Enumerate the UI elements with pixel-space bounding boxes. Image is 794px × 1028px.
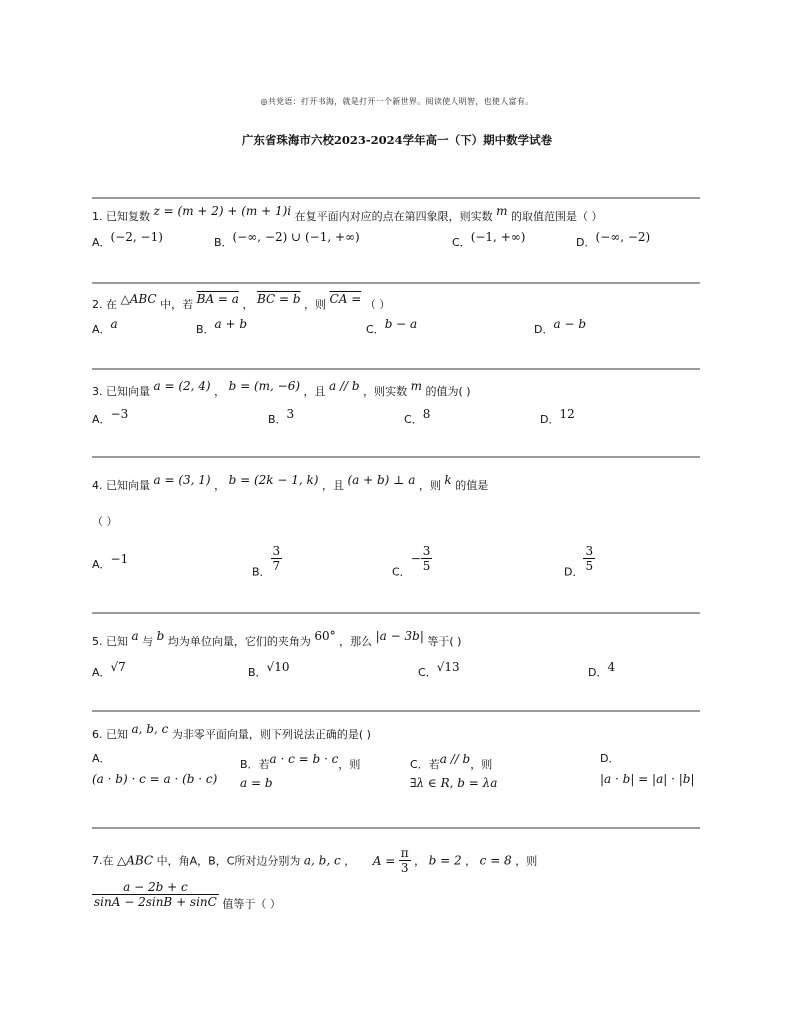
q1-option-c[interactable]: C．(−1, +∞) xyxy=(452,230,526,249)
question-6-stem: 6. 已知 a, b, c 为非零平面向量，则下列说法正确的是( ) xyxy=(92,722,371,741)
q6-option-c[interactable]: C．若a // b，则 ∃λ ∈ R, b = λa xyxy=(410,752,498,790)
q2-option-b[interactable]: B．a + b xyxy=(196,317,248,336)
q4-c-fraction: $\frac{3}{5}$ xyxy=(422,544,431,573)
q4-answer-paren: （ ） xyxy=(92,515,118,528)
q6-option-d[interactable]: D． |a · b| = |a| · |b| xyxy=(600,752,695,786)
q7-angle-fraction: $\frac{\pi}{3}$ xyxy=(400,846,409,875)
question-2-stem: 2. 在 △ABC 中，若 BA = a ， BC = b ，则 CA = （ ） xyxy=(92,292,391,311)
q5-option-a[interactable]: A．√7 xyxy=(92,660,126,679)
q5-option-d[interactable]: D．4 xyxy=(588,660,616,679)
divider xyxy=(92,282,700,284)
question-7-expression: $\frac{a - 2b + c}{\sin A - 2\sin B + \sin C}$ 值等于（ ） xyxy=(94,880,281,911)
q4-option-d[interactable]: D． $\frac{3}{5}$ xyxy=(564,544,594,579)
q2-option-d[interactable]: D．a − b xyxy=(534,317,587,336)
q2-vector-ba: BA = a xyxy=(196,292,239,306)
question-5-stem: 5. 已知 a 与 b 均为单位向量，它们的夹角为 60° ，那么 |a − 3b| 等于( ) xyxy=(92,629,462,648)
q4-option-c[interactable]: C．− $\frac{3}{5}$ xyxy=(392,544,431,579)
q1-option-d[interactable]: D．(−∞, −2) xyxy=(576,230,651,249)
q5-option-c[interactable]: C．√13 xyxy=(418,660,460,679)
divider xyxy=(92,827,700,829)
question-4-stem: 4. 已知向量 a = (3, 1) ， b = (2k − 1, k) ，且 (a + b) ⊥ a ，则 k 的值是 xyxy=(92,473,489,492)
header-motto: ◎共党语：打开书海，就是打开一个新世界。阅读使人明智，也使人富有。 xyxy=(260,97,534,106)
q5-option-b[interactable]: B．√10 xyxy=(248,660,290,679)
question-1-stem: 1. 已知复数 z = (m + 2) + (m + 1)i 在复平面内对应的点在第四象限，则实数 m 的取值范围是（ ） xyxy=(92,204,603,223)
q2-option-a[interactable]: A．a xyxy=(92,317,118,336)
q2-option-c[interactable]: C．b − a xyxy=(366,317,418,336)
q3-option-b[interactable]: B．3 xyxy=(268,407,295,426)
q6-option-a[interactable]: A． (a · b) · c = a · (b · c) xyxy=(92,752,218,786)
q3-option-d[interactable]: D．12 xyxy=(540,407,575,426)
q4-option-a[interactable]: A．−1 xyxy=(92,552,129,571)
question-3-stem: 3. 已知向量 a = (2, 4) ， b = (m, −6) ，且 a // b ，则实数 m 的值为( ) xyxy=(92,379,471,398)
q4-option-b[interactable]: B． $\frac{3}{7}$ xyxy=(252,544,281,579)
q6-option-b[interactable]: B．若a · c = b · c，则 a = b xyxy=(240,752,361,790)
q2-vector-bc: BC = b xyxy=(256,292,301,306)
divider xyxy=(92,197,700,199)
q7-ratio-fraction: $\frac{a - 2b + c}{\sin A - 2\sin B + \sin C}$ xyxy=(94,880,217,909)
exam-title: 广东省珠海市六校2023-2024学年高一（下）期中数学试卷 xyxy=(241,133,553,147)
divider xyxy=(92,710,700,712)
q1-option-b[interactable]: B．(−∞, −2) ∪ (−1, +∞) xyxy=(214,230,360,249)
q1-complex-expr: z = (m + 2) + (m + 1)i xyxy=(153,204,292,218)
divider xyxy=(92,456,700,458)
q5-magnitude-expr: |a − 3b| xyxy=(375,629,424,643)
divider xyxy=(92,612,700,614)
q1-option-a[interactable]: A．(−2, −1) xyxy=(92,230,163,249)
q4-d-fraction: $\frac{3}{5}$ xyxy=(585,544,594,573)
q4-b-fraction: $\frac{3}{7}$ xyxy=(272,544,281,573)
q2-vector-ca: CA = xyxy=(329,292,362,306)
divider xyxy=(92,368,700,370)
q3-option-c[interactable]: C．8 xyxy=(404,407,431,426)
q3-option-a[interactable]: A．−3 xyxy=(92,407,129,426)
question-7-stem: 7.在 △ABC 中，角A，B，C所对边分别为 a, b, c ， A = $\frac{\pi}{3}$ ， b = 2 ， c = 8 ，则 xyxy=(92,846,538,875)
